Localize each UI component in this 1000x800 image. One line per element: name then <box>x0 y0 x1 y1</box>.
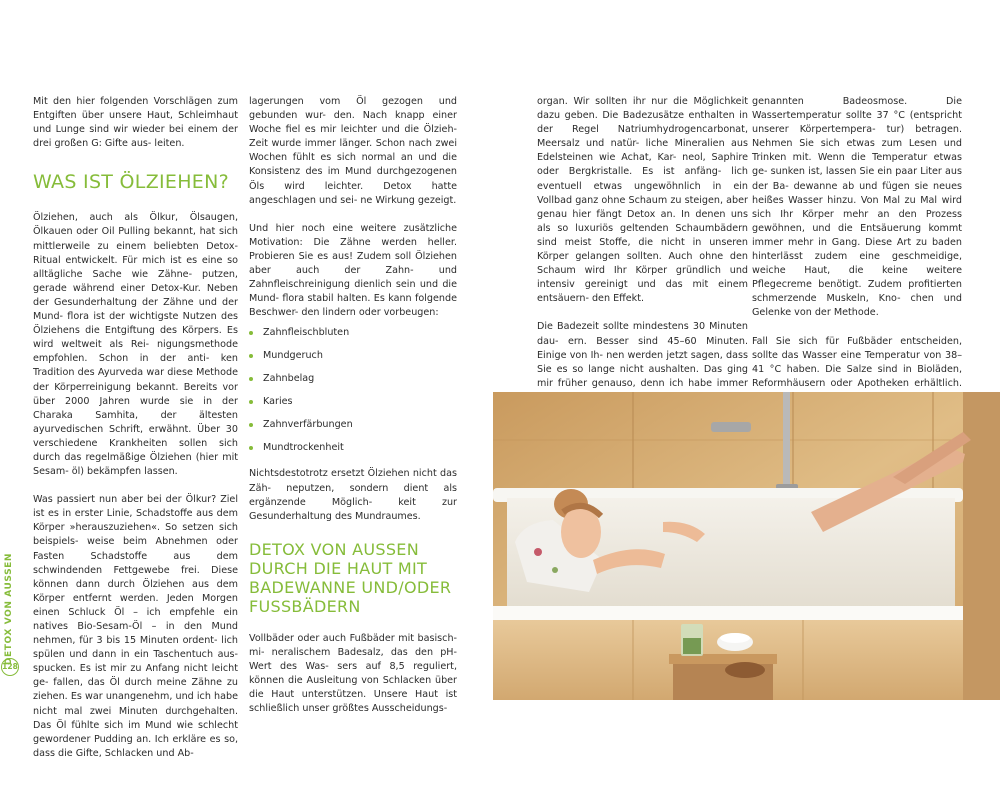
paragraph-col2-4: Vollbäder oder auch Fußbäder mit basisch-mi- neralischem Badesalz, das den pH-Wert des Was- sers auf 8,5 reguliert, können die Ausleitung von Schlacken über die Haut unterstützen. Unsere Haut ist schließlich unser größtes Ausscheidungs- <box>249 632 457 715</box>
list-item-label: Mundtrockenheit <box>263 442 344 454</box>
list-item <box>249 441 457 455</box>
list-item-label: Zahnbelag <box>263 373 315 385</box>
intro-paragraph: Mit den hier folgenden Vorschlägen zum Entgiften über unsere Haut, Schleimhaut und Lunge sind wir wieder bei einem der drei großen G: Gifte aus- leiten. <box>33 96 238 150</box>
list-item <box>249 395 457 409</box>
paragraph-col3-2: Die Badezeit sollte mindestens 30 Minuten dau- ern. Besser sind 45–60 Minuten. Einige von Ih- nen werden jetzt sagen, dass Sie es so lange nicht aushalten. Das ging mir früher genauso, denn ich habe immer <box>537 321 748 389</box>
text-column-2 <box>249 95 457 716</box>
paragraph-col4-1: genannten Badeosmose. Die Wassertemperatur sollte 37 °C (entspricht unserer Körpertempera- tur) betragen. Nehmen Sie sich etwas zum Lesen und Trinken mit. Wenn die Temperatur etwas ge- sunken ist, lassen Sie ein paar Liter aus der Ba- dewanne ab und fügen sie neues heißes Wasser hinzu. Von Mal zu Mal wird sich Ihr Körper mehr an den Prozess gewöhnen, und die Entsäuerung kommt immer mehr in Gang. Diese Art zu baden hinterlässt zudem eine geschmeidige, weiche Haut, die keine weitere Pflegecreme benötigt. Zudem profitierten schmerzende Muskeln, Kno- chen und Gelenke von der Methode. <box>752 96 962 319</box>
text-column-1 <box>33 95 238 761</box>
paragraph-col2-2: Und hier noch eine weitere zusätzliche Motivation: Die Zähne werden heller. Probieren Sie es aus! Zudem soll Ölziehen aber auch der Zahn- und Zahnfleischreinigung dienlich sein und die Mund- flora stabil halten. Es kann folgende Beschwer- den lindern oder vorbeugen: <box>249 222 457 319</box>
bullet-icon <box>249 354 253 358</box>
list-item <box>249 372 457 386</box>
list-item <box>249 349 457 363</box>
list-item <box>249 326 457 340</box>
bullet-icon <box>249 377 253 381</box>
paragraph-oelziehen-2: Was passiert nun aber bei der Ölkur? Ziel ist es in erster Linie, Schadstoffe aus dem Körper »herauszuziehen«. So setzen sich beispiels- weise beim Abnehmen oder Fasten Schadstoffe aus dem schwindenden Fettgewebe frei. Diese können dann durch Ölziehen aus dem Körper entfernt werden. Jeden Morgen einen Schluck Öl – ich empfehle ein natives Bio-Sesam-Öl – in den Mund nehmen, für 3 bis 15 Minuten ordent- lich spülen und dann in ein Taschentuch aus- spucken. Es ist mir zu Anfang nicht leicht ge- fallen, das Öl durch meine Zähne zu ziehen. Es war unangenehm, und ich habe nicht mal zwei Minuten durchgehalten. Das Öl fühlte sich im Mund wie schlecht gewordener Pudding an. Ich erkläre es so, dass die Gifte, Schlacken und Ab- <box>33 494 238 759</box>
list-item-label: Zahnfleischbluten <box>263 327 350 339</box>
bath-scene-illustration <box>493 392 1000 700</box>
bath-photo <box>493 392 1000 700</box>
list-item-label: Karies <box>263 396 293 408</box>
paragraph-col2-3: Nichtsdestotrotz ersetzt Ölziehen nicht das Zäh- neputzen, sondern dient als ergänzende Möglich- keit zur Gesunderhaltung des Mundraumes. <box>249 468 457 522</box>
page-number: 128 <box>1 658 19 676</box>
list-item-label: Mundgeruch <box>263 350 323 362</box>
heading-detox-von-aussen: DETOX VON AUSSEN DURCH DIE HAUT MIT BADEWANNE UND/ODER FUSSBÄDERN <box>249 539 452 616</box>
paragraph-col4-2: Fall Sie sich für Fußbäder entscheiden, sollte das Wasser eine Temperatur von 38–41 °C haben. Die Salze sind in Bioläden, Reformhäusern oder Apotheken erhältlich. <box>752 335 962 389</box>
list-item-label: Zahnverfärbungen <box>263 419 353 431</box>
paragraph-col3-1: organ. Wir sollten ihr nur die Möglichkeit dazu geben. Die Badezusätze enthalten in der Regel Natriumhydrogencarbonat, Meersalz und natür- liche Mineralien aus Edelsteinen wie Achat, Kar- neol, Saphire oder Bergkristalle. Es ist anfäng- lich eventuell etwas ungewöhnlich in ein Vollbad ganz ohne Schaum zu steigen, aber genau hier fängt Detox an. In denen uns als so luxuriös geltenden Schaumbädern sind meist Stoffe, die nicht in unseren Körper gelangen sollten. Auch ohne den Schaum wird Ihr Körper gründlich und intensiv gereinigt und das mit einem entsäuern- den Effekt. <box>537 96 748 305</box>
heading-oelziehen: WAS IST ÖLZIEHEN? <box>33 171 230 194</box>
paragraph-col2-1: lagerungen vom Öl gezogen und gebunden wur- den. Nach knapp einer Woche fiel es mir leichter und die Ölzieh-Zeit wurde immer länger. Schon nach zwei Wochen fühlt es sich normal an und die Konsistenz des im Mund durchgezogenen Öls wird leichter. Detox hatte angeschlagen und sei- ne Wirkung gezeigt. <box>249 96 457 206</box>
paragraph-oelziehen-1: Ölziehen, auch als Ölkur, Ölsaugen, Ölkauen oder Oil Pulling bekannt, hat sich mittlerweile zu einem beliebten Detox-Ritual entwickelt. Für mich ist es eine so alltägliche Sache wie Zähne- putzen, gerade während einer Detox-Kur. Neben der Gesunderhaltung der Zähne und der Mund- flora ist der wichtigste Nutzen des Ölziehens die Entgiftung des Körpers. Es wird weltweit als Rei- nigungsmethode empfohlen. Schon in der anti- ken Tradition des Ayurveda war diese Methode der Körperreinigung bekannt. Bereits vor über 2000 Jahren wurde sie in der Charaka Samhita, der ältesten ayurvedischen Schrift, erwähnt. Über 30 verschiedene Krankheiten sollen sich durch das regelmäßige Ölziehen (hier mit Sesam- öl) bekämpfen lassen. <box>33 212 238 478</box>
bullet-icon <box>249 331 253 335</box>
list-item <box>249 418 457 432</box>
symptom-list <box>249 326 457 455</box>
section-label-text: DETOX VON AUSSEN <box>4 552 14 666</box>
section-side-label <box>2 552 16 666</box>
bullet-icon <box>249 423 253 427</box>
bullet-icon <box>249 400 253 404</box>
bullet-icon <box>249 446 253 450</box>
